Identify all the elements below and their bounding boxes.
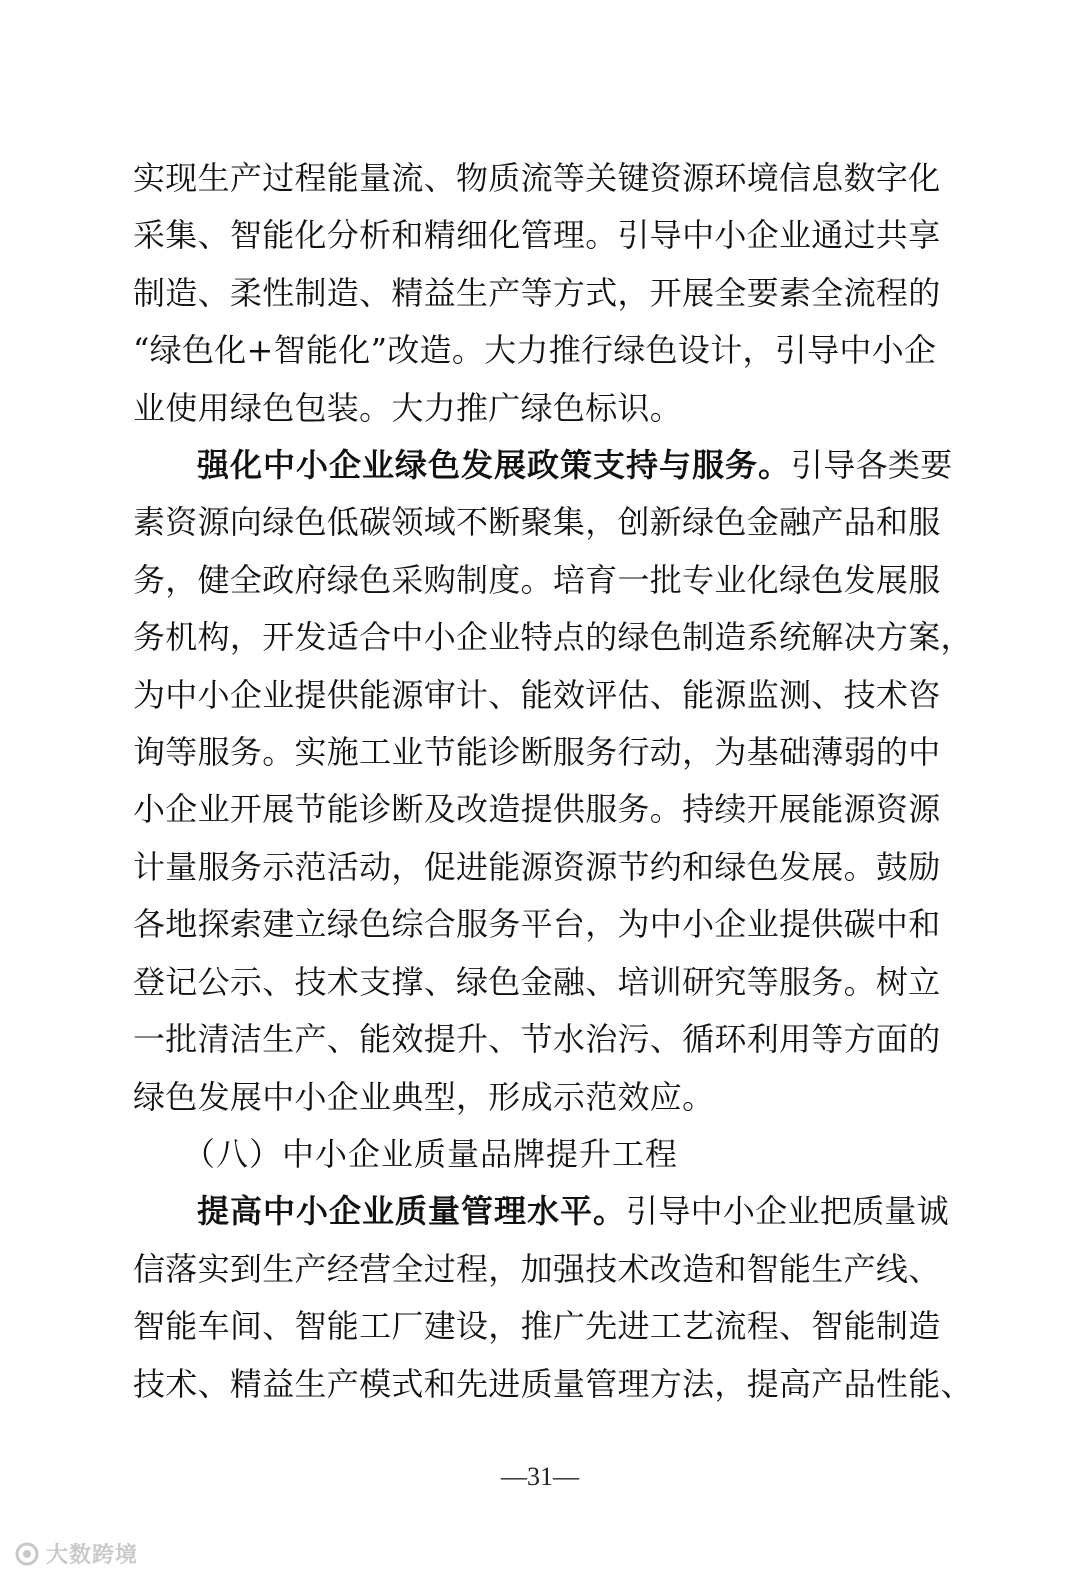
text-line: 为中小企业提供能源审计、能效评估、能源监测、技术咨	[133, 675, 941, 714]
paragraph-lead: 提高中小企业质量管理水平。	[197, 1192, 627, 1231]
paragraph-3	[133, 1183, 973, 1413]
text-line: 技术、精益生产模式和先进质量管理方法，提高产品性能、	[133, 1364, 973, 1403]
text-fragment: 引导中小企业把质量诚	[626, 1192, 950, 1231]
text-line: 一批清洁生产、能效提升、节水治污、循环利用等方面的	[133, 1020, 941, 1059]
text-line: 务，健全政府绿色采购制度。培育一批专业化绿色发展服	[133, 560, 941, 599]
text-line: “绿色化+智能化”改造。大力推行绿色设计，引导中小企	[133, 331, 937, 370]
paragraph-2	[133, 437, 973, 1126]
text-line: 绿色发展中小企业典型，形成示范效应。	[133, 1077, 715, 1116]
text-line: 实现生产过程能量流、物质流等关键资源环境信息数字化	[133, 159, 941, 197]
text-line: 计量服务示范活动，促进能源资源节约和绿色发展。鼓励	[133, 847, 941, 886]
text-line: 业使用绿色包装。大力推广绿色标识。	[133, 388, 683, 427]
text-line: 各地探索建立绿色综合服务平台，为中小企业提供碳中和	[133, 905, 941, 944]
text-line: 信落实到生产经营全过程，加强技术改造和智能生产线、	[133, 1249, 941, 1288]
text-line: 素资源向绿色低碳领域不断聚集，创新绿色金融产品和服	[133, 503, 941, 542]
section-heading: （八）中小企业质量品牌提升工程	[183, 1134, 679, 1173]
text-line: 小企业开展节能诊断及改造提供服务。持续开展能源资源	[133, 790, 941, 829]
brand-logo-icon	[14, 1541, 40, 1567]
text-line: 采集、智能化分析和精细化管理。引导中小企业通过共享	[133, 216, 941, 255]
watermark	[14, 1538, 138, 1569]
document-body	[133, 150, 973, 1413]
text-line: 务机构，开发适合中小企业特点的绿色制造系统解决方案，	[133, 618, 973, 657]
text-line: 智能车间、智能工厂建设，推广先进工艺流程、智能制造	[133, 1307, 941, 1346]
text-line: 询等服务。实施工业节能诊断服务行动，为基础薄弱的中	[133, 733, 941, 772]
text-line	[133, 1183, 950, 1240]
paragraph-lead: 强化中小企业绿色发展政策支持与服务。	[197, 446, 792, 485]
paragraph-1	[133, 150, 941, 437]
page-number: —31—	[501, 1462, 579, 1491]
watermark-text: 大数跨境	[46, 1543, 139, 1568]
text-line	[133, 437, 953, 494]
text-line: 登记公示、技术支撑、绿色金融、培训研究等服务。树立	[133, 962, 941, 1001]
text-line: 制造、柔性制造、精益生产等方式，开展全要素全流程的	[133, 273, 941, 312]
text-fragment: 引导各类要	[791, 446, 953, 485]
